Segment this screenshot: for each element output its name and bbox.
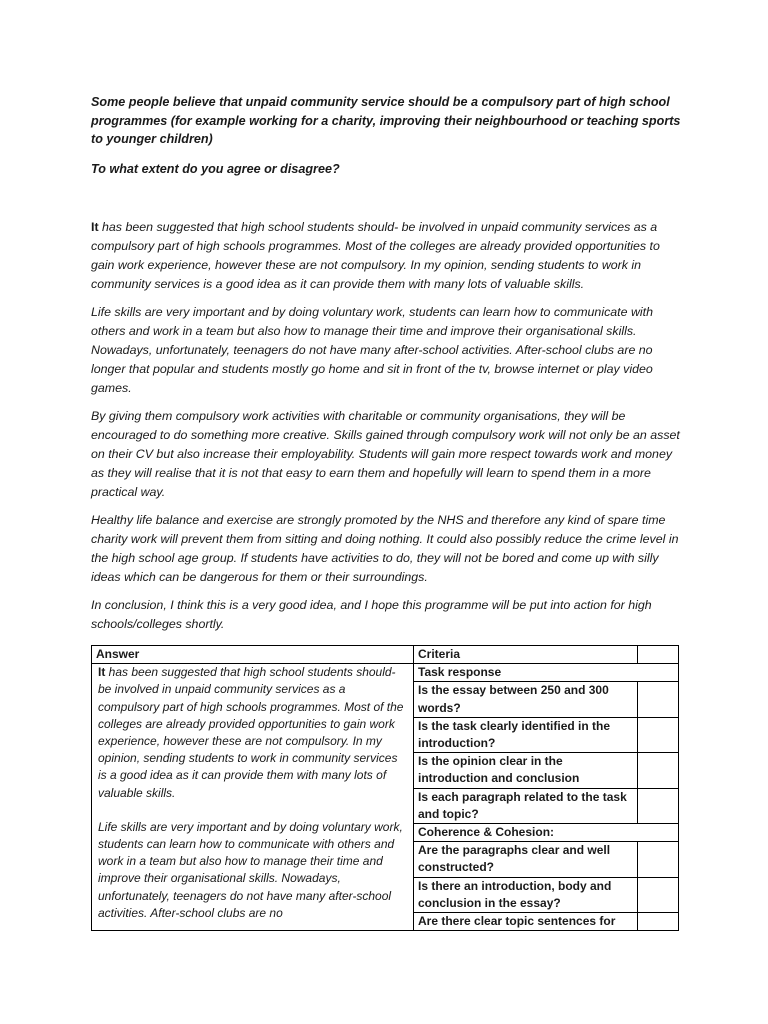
score-cell bbox=[638, 717, 679, 752]
criterion-4: Is each paragraph related to the task and topic? bbox=[414, 788, 638, 823]
prompt-statement: Some people believe that unpaid community service should be a compulsory part of high school programmes (for example working for a charity, improving their neighbourhood or teaching sports to younger children) bbox=[91, 95, 681, 146]
answer-paragraph-1-text: has been suggested that high school students should- be involved in unpaid community services as a compulsory part of high schools programmes. Most of the colleges are already provided opportunities to gain work experience, however these are not compulsory. In my opinion, sending students to work in community services is a good idea as it can provide them with many lots of valuable skills. bbox=[98, 665, 404, 800]
essay-paragraph-1 bbox=[91, 218, 681, 294]
essay-paragraph-2: Life skills are very important and by doing voluntary work, students can learn how to communicate with others and work in a team but also how to manage their time and improve their organisational skills. Nowadays, unfortunately, teenagers do not have many after-school activities. After-school clubs are no longer that popular and students mostly go home and sit in front of the tv, browse internet or play video games. bbox=[91, 305, 653, 395]
criterion-7: Are there clear topic sentences for bbox=[414, 913, 638, 931]
table-header-row bbox=[92, 646, 679, 664]
essay-prompt bbox=[91, 93, 691, 149]
answer-paragraph-2: Life skills are very important and by doing voluntary work, students can learn how to communicate with others and work in a team but also how to manage their time and improve their organisational skills. Nowadays, unfortunately, teenagers do not have many after-school activities. After-school clubs are no bbox=[98, 819, 403, 920]
section-task-response: Task response bbox=[414, 664, 679, 682]
score-cell bbox=[638, 842, 679, 877]
essay-paragraph-4: Healthy life balance and exercise are strongly promoted by the NHS and therefore any kind of spare time charity work will prevent them from sitting and doing nothing. It could also possibly reduce the crime level in the high school age group. If students have activities to do, they will not be bored and come up with silly ideas which can be dangerous for them or their surroundings. bbox=[91, 513, 679, 584]
criterion-3: Is the opinion clear in the introduction and conclusion bbox=[414, 753, 638, 788]
essay-paragraph-1-text: has been suggested that high school students should- be involved in unpaid community services as a compulsory part of high schools programmes. Most of the colleges are already provided opportunities to gain work experience, however these are not compulsory. In my opinion, sending students to work in community services is a good idea as it can provide them with many lots of valuable skills. bbox=[91, 220, 660, 291]
answer-cell bbox=[92, 664, 414, 931]
essay-paragraph-5: In conclusion, I think this is a very good idea, and I hope this programme will be put into action for high schools/colleges shortly. bbox=[91, 598, 652, 631]
essay-body bbox=[91, 218, 681, 643]
table-row bbox=[92, 664, 679, 682]
essay-paragraph-3: By giving them compulsory work activities with charitable or community organisations, they will be encouraged to do something more creative. Skills gained through compulsory work will not only be an asset on their CV but also increase their employability. Students will gain more respect towards work and money as they will realise that it is not that easy to earn them and hopefully will learn to spend them in a more practical way. bbox=[91, 409, 680, 499]
essay-first-word: It bbox=[91, 220, 99, 234]
prompt-question: To what extent do you agree or disagree? bbox=[91, 162, 340, 176]
criterion-5: Are the paragraphs clear and well constructed? bbox=[414, 842, 638, 877]
answer-first-word: It bbox=[98, 665, 106, 680]
criterion-1: Is the essay between 250 and 300 words? bbox=[414, 682, 638, 717]
score-cell bbox=[638, 682, 679, 717]
score-cell bbox=[638, 877, 679, 912]
score-cell bbox=[638, 753, 679, 788]
assessment-table bbox=[91, 645, 679, 931]
section-coherence: Coherence & Cohesion: bbox=[414, 824, 679, 842]
answer-paragraph-1 bbox=[98, 664, 407, 802]
score-cell bbox=[638, 788, 679, 823]
criteria-header: Criteria bbox=[414, 646, 638, 664]
score-cell bbox=[638, 913, 679, 931]
criterion-6: Is there an introduction, body and conclusion in the essay? bbox=[414, 877, 638, 912]
score-header bbox=[638, 646, 679, 664]
answer-header: Answer bbox=[92, 646, 414, 664]
criterion-2: Is the task clearly identified in the introduction? bbox=[414, 717, 638, 752]
